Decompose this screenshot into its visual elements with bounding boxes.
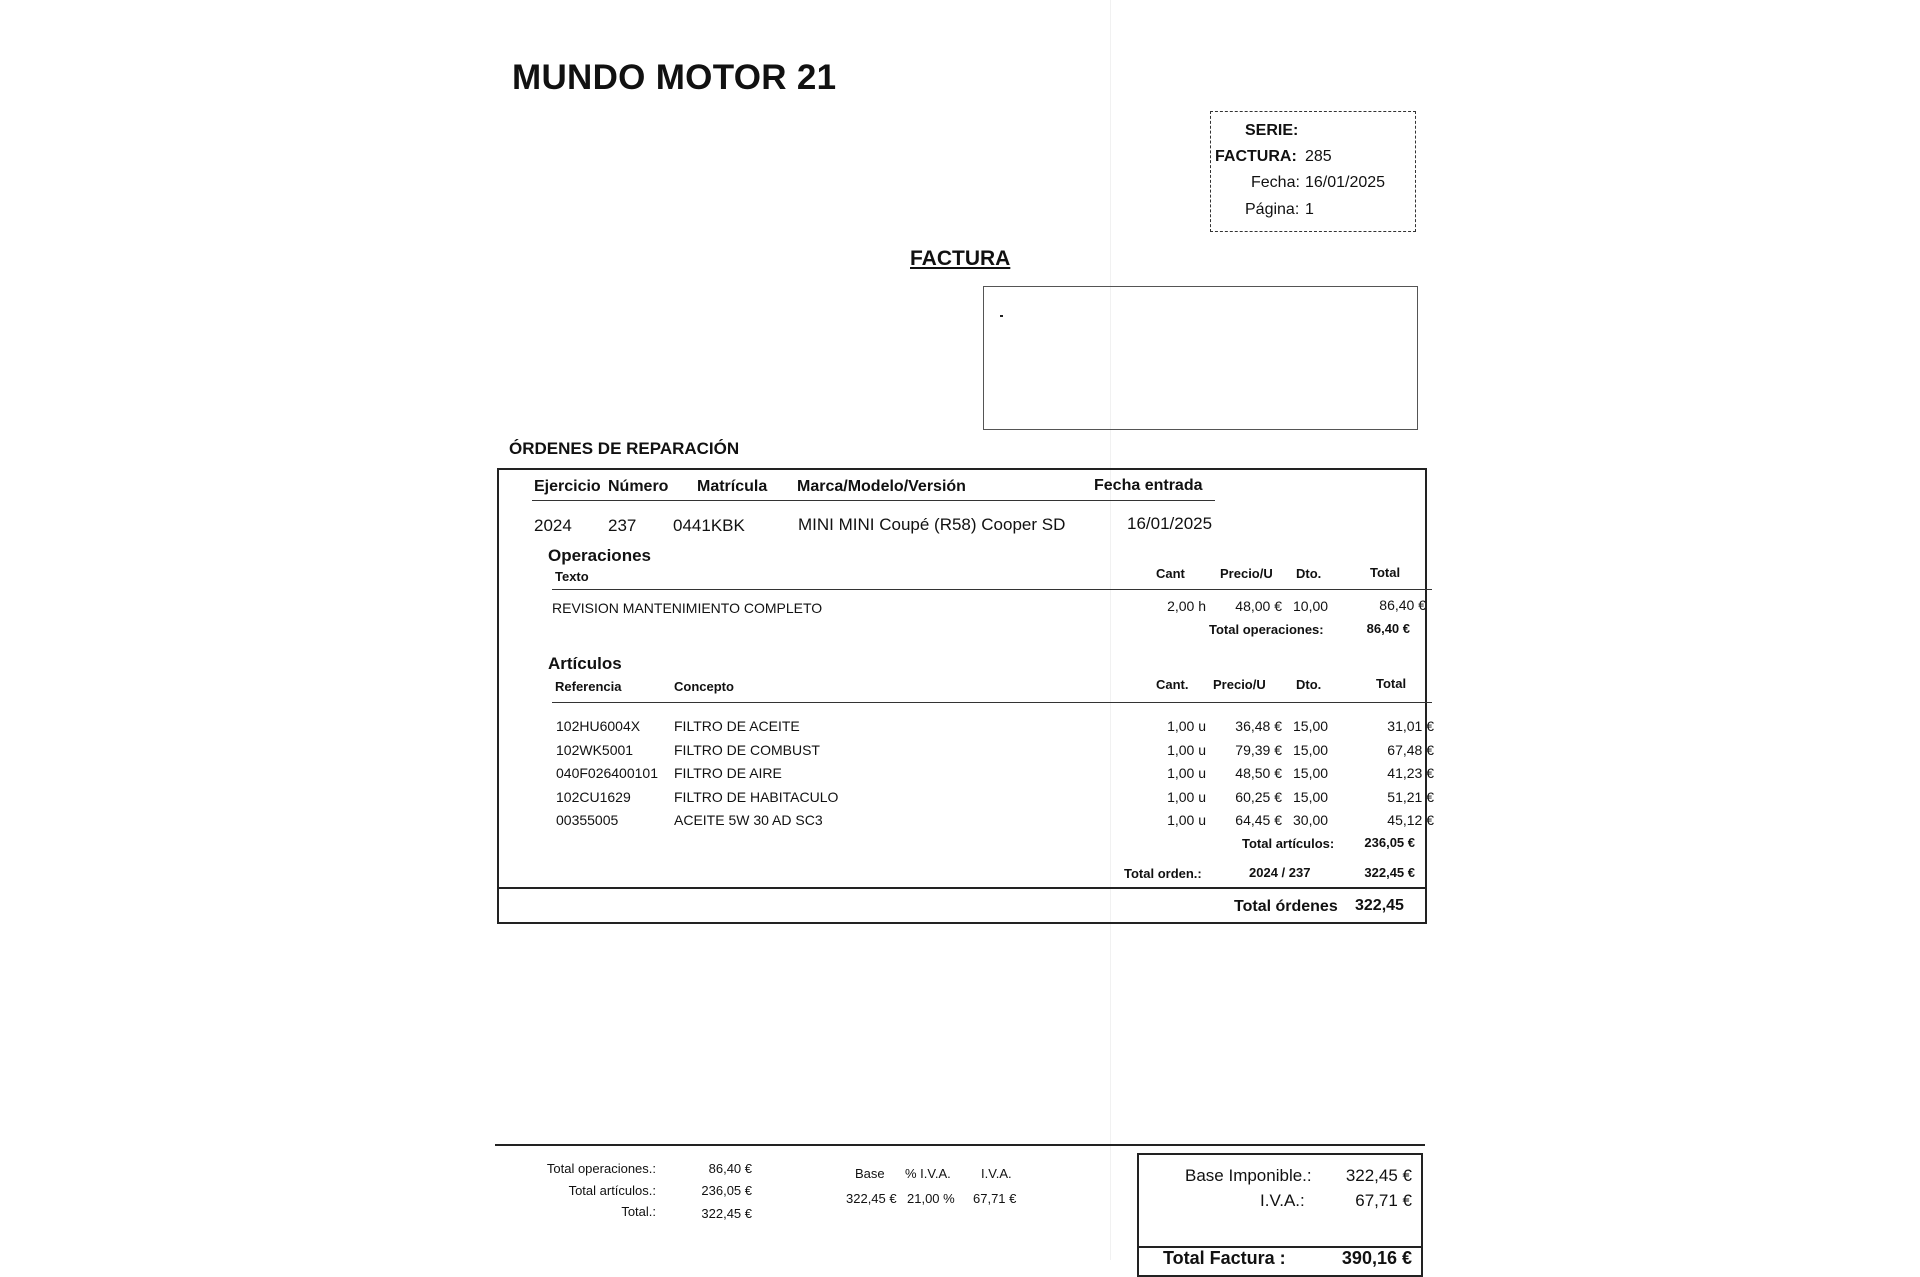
footer-total-value: 322,45 €: [701, 1206, 752, 1221]
ink-mark: [1000, 315, 1003, 317]
op-header-texto: Texto: [555, 569, 589, 584]
art-row-referencia: 102HU6004X: [556, 718, 641, 734]
op-total-value: 86,40 €: [1366, 621, 1410, 636]
op-precio: 48,00 €: [1235, 598, 1282, 614]
art-row-cant: 1,00 u: [1167, 765, 1206, 781]
iva-total-label: I.V.A.:: [1260, 1191, 1305, 1210]
footer-total-label: Total.:: [621, 1204, 656, 1219]
art-row-cant: 1,00 u: [1167, 812, 1206, 828]
serie-label: SERIE:: [1245, 122, 1299, 139]
total-ordenes-label: Total órdenes: [1234, 898, 1338, 915]
art-header-referencia: Referencia: [555, 679, 622, 694]
art-row-total: 67,48 €: [1387, 742, 1434, 758]
iva-iva-value: 67,71 €: [973, 1191, 1017, 1206]
art-row-total: 51,21 €: [1387, 789, 1434, 805]
order-marca-modelo: MINI MINI Coupé (R58) Cooper SD: [798, 515, 1066, 534]
art-row-referencia: 102WK5001: [556, 742, 634, 758]
art-row-precio: 60,25 €: [1235, 789, 1282, 805]
art-row-concepto: FILTRO DE ACEITE: [674, 718, 800, 734]
footer-total-operaciones-value: 86,40 €: [708, 1161, 752, 1176]
art-row-dto: 15,00: [1293, 742, 1329, 758]
art-row-cant: 1,00 u: [1167, 718, 1206, 734]
client-address-box: [983, 286, 1418, 430]
iva-header-base: Base: [855, 1166, 885, 1181]
footer-total-articulos-value: 236,05 €: [701, 1183, 752, 1198]
art-header-cant: Cant.: [1156, 677, 1189, 692]
base-imponible-label: Base Imponible.:: [1185, 1166, 1312, 1185]
invoice-info-box: [1210, 111, 1416, 232]
art-row-concepto: FILTRO DE AIRE: [674, 765, 782, 781]
op-header-total: Total: [1370, 565, 1401, 580]
art-row-referencia: 040F026400101: [556, 765, 658, 781]
op-header-underline: [552, 589, 1432, 590]
art-row-dto: 30,00: [1293, 812, 1329, 828]
art-row-precio: 79,39 €: [1235, 742, 1282, 758]
art-row-dto: 15,00: [1293, 789, 1329, 805]
document-title: FACTURA: [910, 247, 1011, 270]
company-name: MUNDO MOTOR 21: [512, 58, 837, 97]
iva-pct-value: 21,00 %: [907, 1191, 955, 1206]
total-orden-label: Total orden.:: [1124, 866, 1202, 881]
art-row-concepto: FILTRO DE HABITACULO: [674, 789, 839, 805]
pagina-label: Página:: [1245, 201, 1300, 218]
art-row-cant: 1,00 u: [1167, 789, 1206, 805]
op-texto: REVISION MANTENIMIENTO COMPLETO: [552, 600, 823, 616]
op-header-dto: Dto.: [1296, 566, 1322, 581]
header-fecha-entrada: Fecha entrada: [1094, 477, 1203, 494]
art-row-referencia: 102CU1629: [556, 789, 631, 805]
art-row-total: 41,23 €: [1387, 765, 1434, 781]
repair-orders-table: [497, 468, 1427, 924]
total-factura-value: 390,16 €: [1341, 1248, 1412, 1268]
footer-total-operaciones-label: Total operaciones.:: [546, 1161, 656, 1176]
footer-top-line: [495, 1144, 1425, 1146]
iva-total-value: 67,71 €: [1355, 1191, 1412, 1210]
operaciones-title: Operaciones: [548, 546, 651, 565]
orders-heading: ÓRDENES DE REPARACIÓN: [509, 439, 740, 458]
op-dto: 10,00: [1293, 598, 1329, 614]
total-ordenes-value: 322,45: [1355, 897, 1404, 914]
art-row-concepto: FILTRO DE COMBUST: [674, 742, 820, 758]
art-header-dto: Dto.: [1296, 677, 1322, 692]
total-orden-value: 322,45 €: [1364, 865, 1415, 880]
op-cant: 2,00 h: [1167, 598, 1206, 614]
articulos-title: Artículos: [548, 654, 622, 673]
header-numero: Número: [608, 478, 669, 495]
art-row-precio: 36,48 €: [1235, 718, 1282, 734]
total-factura-label: Total Factura :: [1163, 1248, 1286, 1268]
art-row-precio: 64,45 €: [1235, 812, 1282, 828]
art-row-dto: 15,00: [1293, 718, 1329, 734]
op-total-label: Total operaciones:: [1209, 622, 1324, 637]
art-header-concepto: Concepto: [674, 679, 734, 694]
order-ejercicio: 2024: [534, 516, 572, 535]
footer-total-articulos-label: Total artículos.:: [568, 1183, 656, 1198]
op-header-cant: Cant: [1156, 566, 1185, 581]
art-row-total: 45,12 €: [1387, 812, 1434, 828]
art-row-precio: 48,50 €: [1235, 765, 1282, 781]
order-numero: 237: [608, 516, 637, 535]
factura-label: FACTURA:: [1215, 148, 1297, 165]
fecha-label: Fecha:: [1251, 174, 1300, 191]
art-total-label: Total artículos:: [1242, 836, 1335, 851]
art-row-total: 31,01 €: [1387, 718, 1434, 734]
art-header-precio: Precio/U: [1213, 677, 1266, 692]
pagina-value: 1: [1305, 201, 1314, 218]
header-matricula: Matrícula: [697, 478, 768, 495]
art-row-concepto: ACEITE 5W 30 AD SC3: [674, 812, 823, 828]
factura-number: 285: [1305, 148, 1332, 165]
op-header-precio: Precio/U: [1220, 566, 1273, 581]
art-header-total: Total: [1376, 676, 1407, 691]
header-underline: [532, 500, 1215, 501]
order-fecha-entrada: 16/01/2025: [1127, 514, 1213, 533]
art-row-cant: 1,00 u: [1167, 742, 1206, 758]
iva-header-iva: I.V.A.: [981, 1166, 1012, 1181]
art-row-dto: 15,00: [1293, 765, 1329, 781]
total-ordenes-separator: [499, 887, 1425, 889]
fecha-value: 16/01/2025: [1305, 174, 1386, 191]
header-ejercicio: Ejercicio: [534, 478, 601, 495]
art-header-underline: [552, 702, 1432, 703]
iva-header-pct: % I.V.A.: [905, 1166, 951, 1181]
order-matricula: 0441KBK: [673, 516, 745, 535]
header-marca: Marca/Modelo/Versión: [797, 478, 966, 495]
art-row-referencia: 00355005: [556, 812, 619, 828]
op-total: 86,40 €: [1379, 597, 1426, 613]
total-orden-ref: 2024 / 237: [1249, 865, 1311, 880]
iva-base-value: 322,45 €: [846, 1191, 897, 1206]
base-imponible-value: 322,45 €: [1345, 1166, 1412, 1185]
art-total-value: 236,05 €: [1364, 835, 1415, 850]
